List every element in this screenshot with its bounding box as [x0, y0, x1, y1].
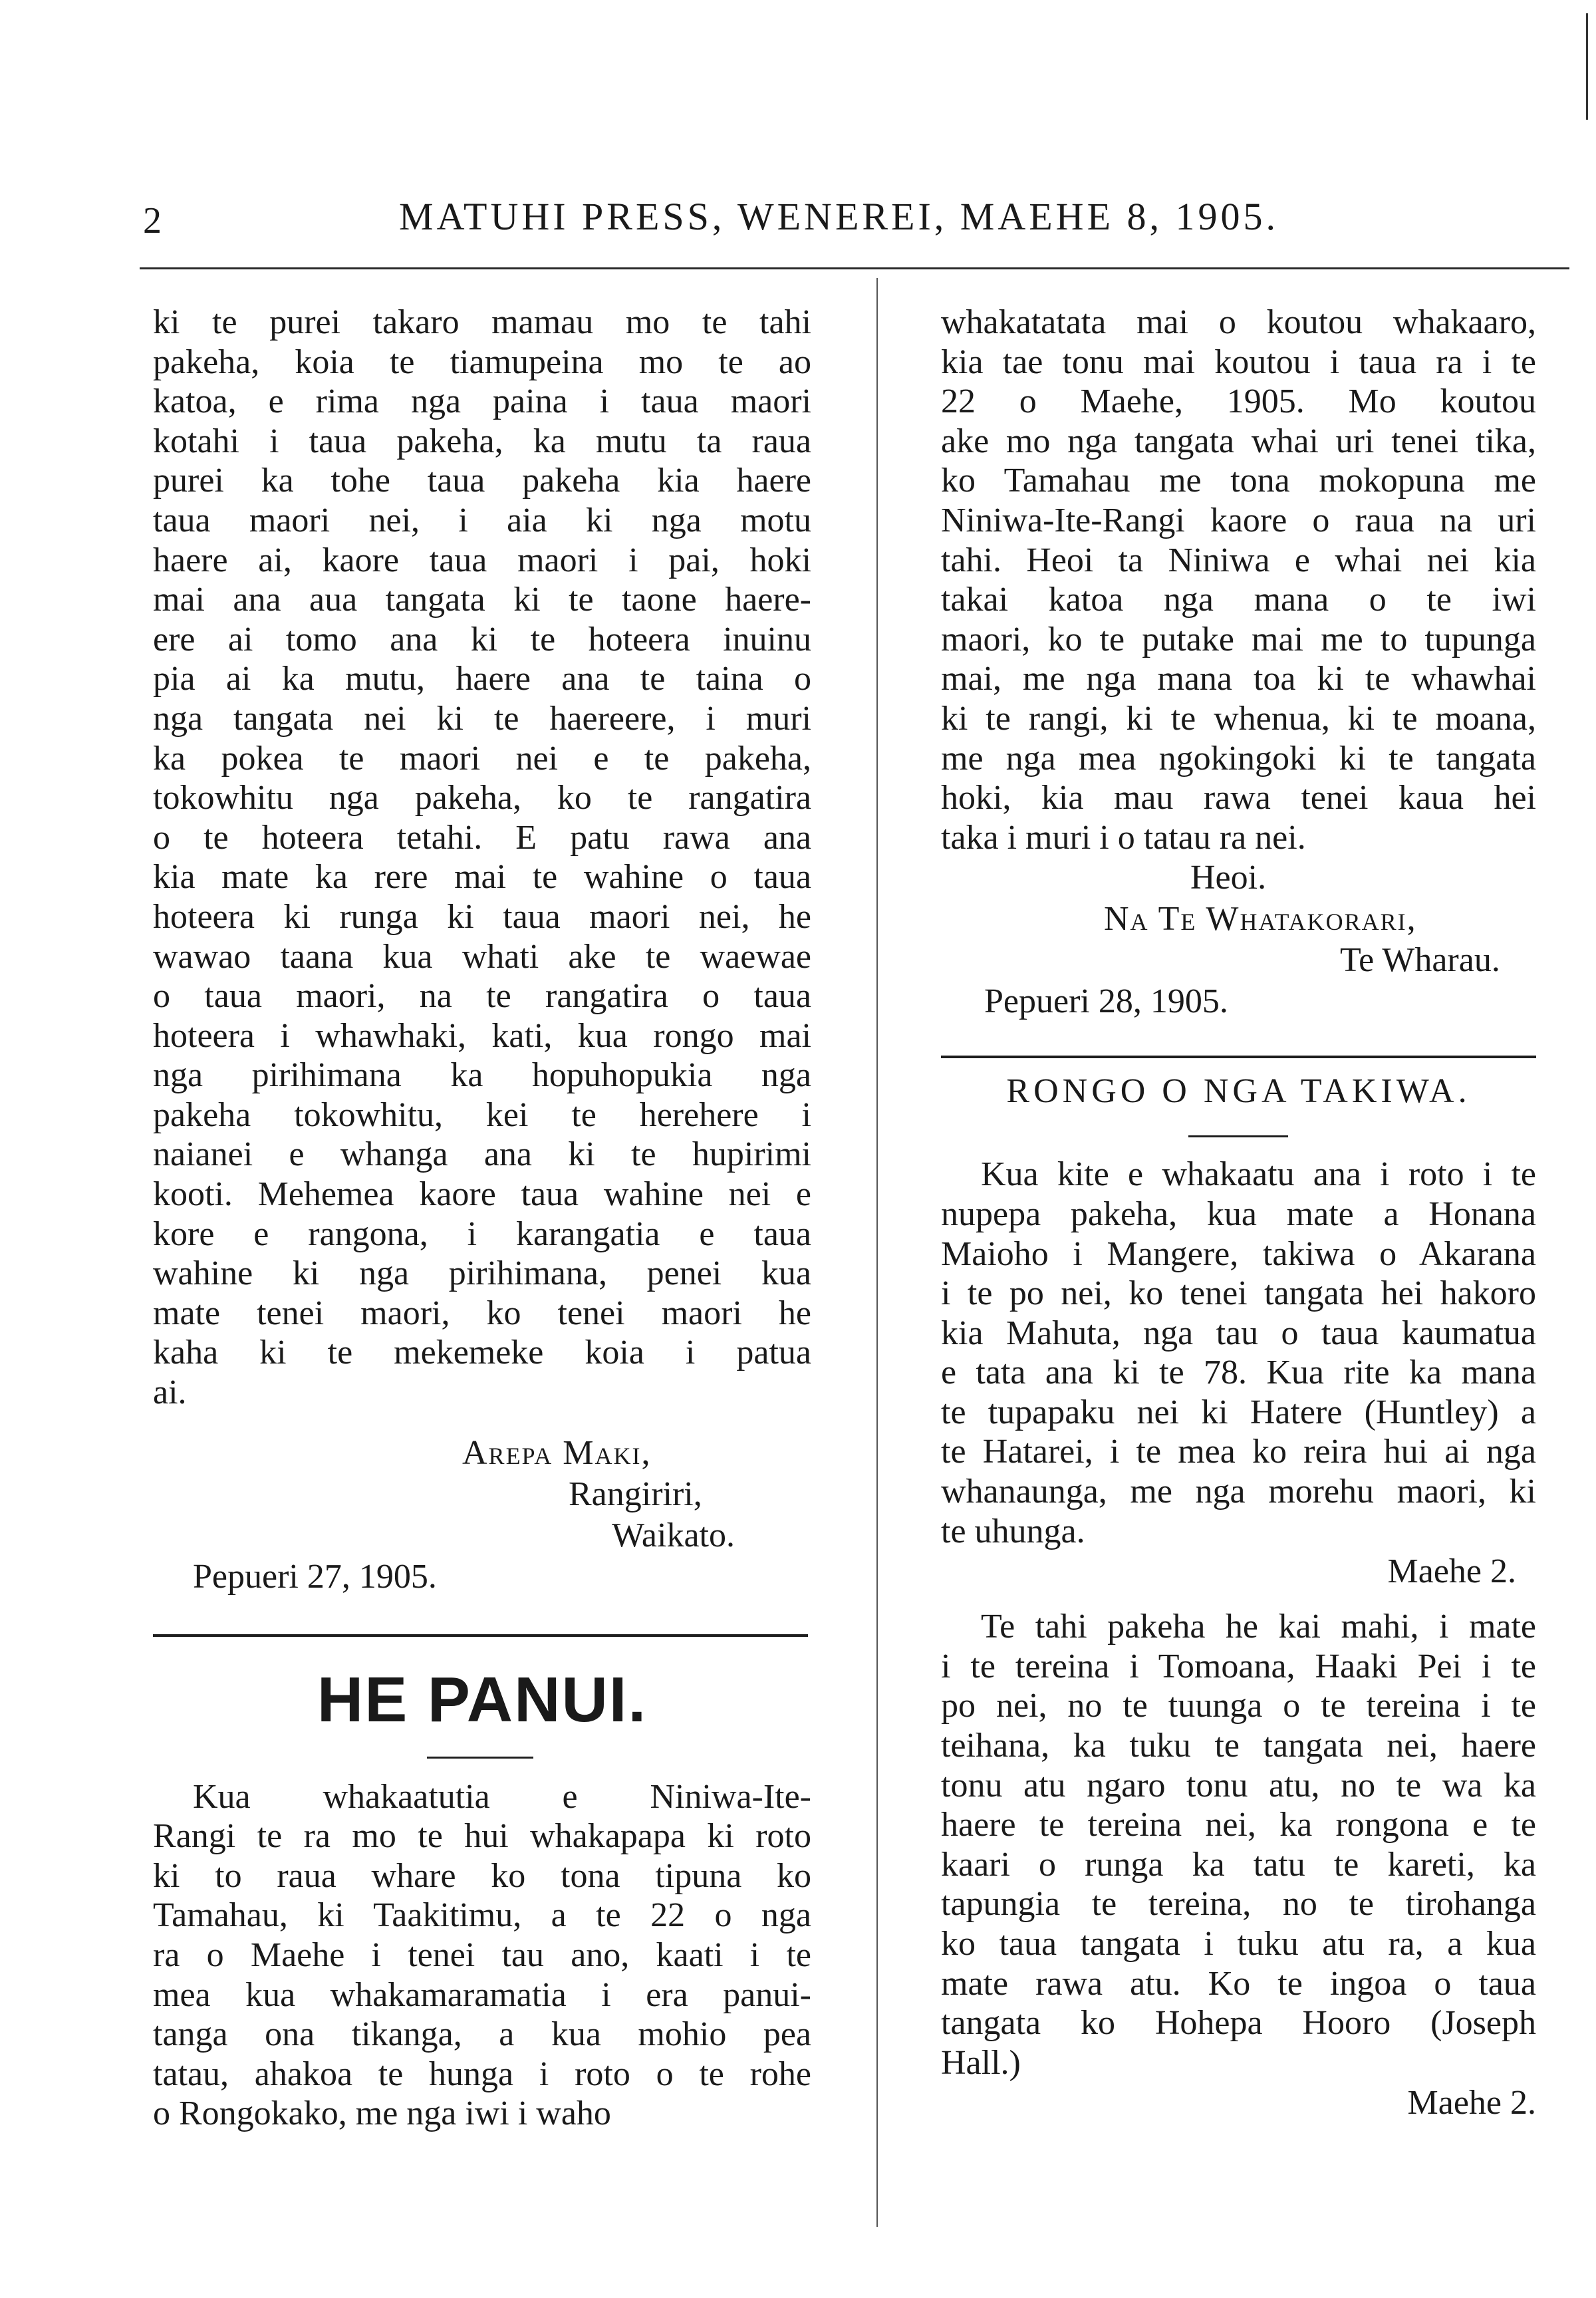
masthead: MATUHI PRESS, WENEREI, MAEHE 8, 1905.: [399, 195, 1279, 238]
text-line: taka i muri i o tatau ra nei.: [941, 818, 1306, 857]
header-rule: [140, 267, 1569, 269]
text-line: kia mate ka rere mai te wahine o taua: [153, 858, 811, 897]
left-column: [153, 303, 811, 2134]
text-line: purei ka tohe taua pakeha kia haere: [153, 462, 811, 500]
news-item-date: Maehe 2.: [1387, 1552, 1516, 1591]
text-line: mate rawa atu. Ko te ingoa o taua: [941, 1964, 1536, 2003]
news-heading: RONGO O NGA TAKIWA.: [1006, 1072, 1471, 1111]
text-line: pia ai ka mutu, haere ana te taina o: [153, 660, 811, 698]
notice-heading: HE PANUI.: [317, 1663, 648, 1735]
column-divider: [876, 278, 878, 2227]
text-line: i te po nei, ko tenei tangata hei hakoro: [941, 1274, 1536, 1313]
page-number: 2: [143, 200, 162, 241]
letter-signature-name: Arepa Maki,: [462, 1433, 652, 1472]
text-line: kia tae tonu mai koutou i taua ra i te: [941, 343, 1536, 381]
letter-date: Pepueri 27, 1905.: [193, 1557, 437, 1596]
text-line: mai ana aua tangata ki te taone haere-: [153, 581, 811, 619]
text-line: ki te purei takaro mamau mo te tahi: [153, 303, 811, 341]
text-line: tokowhitu nga pakeha, ko te rangatira: [153, 779, 811, 817]
text-line: ra o Maehe i tenei tau ano, kaati i te: [153, 1936, 811, 1974]
text-line: Rangi te ra mo te hui whakapapa ki roto: [153, 1817, 811, 1856]
text-line: ere ai tomo ana ki te hoteera inuinu: [153, 620, 811, 658]
text-line: naianei e whanga ana ki te hupirimi: [153, 1135, 811, 1174]
notice-signature-name: Na Te Whatakorari,: [1104, 900, 1417, 938]
text-line: Kua kite e whakaatu ana i roto i te: [981, 1155, 1536, 1194]
text-line: maori, ko te putake mai me to tupunga: [941, 620, 1536, 658]
text-line: ki te rangi, ki te whenua, ki te moana,: [941, 699, 1536, 738]
text-line: whanaunga, me nga morehu maori, ki: [941, 1473, 1536, 1511]
text-line: tonu atu ngaro tonu atu, no te wa ka: [941, 1766, 1536, 1804]
text-line: taua maori nei, i aia ki nga motu: [153, 501, 811, 539]
text-line: po nei, no te tuunga o te tereina i te: [941, 1687, 1536, 1725]
text-line: takai katoa nga mana o te iwi: [941, 581, 1536, 619]
text-line: haere ai, kaore taua maori i pai, hoki: [153, 541, 811, 579]
text-line: hoteera i whawhaki, kati, kua rongo mai: [153, 1016, 811, 1055]
text-line: kaari o runga ka tatu te kareti, ka: [941, 1845, 1536, 1884]
text-line: Hall.): [941, 2043, 1021, 2082]
text-line: hoki, kia mau rawa tenei kaua hei: [941, 779, 1536, 817]
text-line: tanga ona tikanga, a kua mohio pea: [153, 2015, 811, 2054]
text-line: mate tenei maori, ko tenei maori he: [153, 1294, 811, 1332]
notice-body: [153, 1777, 811, 2134]
text-line: me nga mea ngokingoki ki te tangata: [941, 739, 1536, 778]
text-line: wahine ki nga pirihimana, penei kua: [153, 1254, 811, 1293]
text-line: mai, me nga mana toa ki te whawhai: [941, 660, 1536, 698]
text-line: ko Tamahau me tona mokopuna me: [941, 462, 1536, 500]
text-line: ake mo nga tangata whai uri tenei tika,: [941, 422, 1536, 460]
text-line: tahi. Heoi ta Niniwa e whai nei kia: [941, 541, 1536, 579]
text-line: ka pokea te maori nei e te pakeha,: [153, 739, 811, 778]
text-line: nga tangata nei ki te haereere, i muri: [153, 699, 811, 738]
text-line: kotahi i taua pakeha, ka mutu ta raua: [153, 422, 811, 460]
text-line: kooti. Mehemea kaore taua wahine nei e: [153, 1175, 811, 1214]
right-column: [941, 303, 1536, 2124]
text-line: o te hoteera tetahi. E patu rawa ana: [153, 818, 811, 857]
text-line: mea kua whakamaramatia i era panui-: [153, 1975, 811, 2014]
text-line: kaha ki te mekemeke koia i patua: [153, 1334, 811, 1372]
text-line: ai.: [153, 1373, 187, 1412]
notice-closing: Heoi.: [1190, 859, 1267, 897]
text-line: Kua whakaatutia e Niniwa-Ite-: [193, 1777, 811, 1816]
text-line: pakeha tokowhitu, kei te herehere i: [153, 1095, 811, 1134]
text-line: Maioho i Mangere, takiwa o Akarana: [941, 1234, 1536, 1273]
notice-date: Pepueri 28, 1905.: [984, 982, 1228, 1021]
text-line: 22 o Maehe, 1905. Mo koutou: [941, 382, 1536, 421]
text-line: Niniwa-Ite-Rangi kaore o raua na uri: [941, 501, 1536, 539]
news-item: [941, 1155, 1536, 1551]
text-line: te Hatarei, i te mea ko reira hui ai nga: [941, 1433, 1536, 1471]
notice-continued: [941, 303, 1536, 857]
letter-signature-region: Waikato.: [612, 1516, 735, 1554]
text-line: tangata ko Hohepa Hooro (Joseph: [941, 2004, 1536, 2043]
text-line: nupepa pakeha, kua mate a Honana: [941, 1195, 1536, 1233]
notice-signature-title: Te Wharau.: [1340, 941, 1500, 980]
text-line: o Rongokako, me nga iwi i waho: [153, 2094, 611, 2133]
text-line: Tamahau, ki Taakitimu, a te 22 o nga: [153, 1896, 811, 1935]
scan-edge-mark: [1586, 13, 1588, 120]
text-line: ki to raua whare ko tona tipuna ko: [153, 1856, 811, 1895]
text-line: wawao taana kua whati ake te waewae: [153, 937, 811, 976]
text-line: katoa, e rima nga paina i taua maori: [153, 382, 811, 421]
text-line: ko taua tangata i tuku atu ra, a kua: [941, 1925, 1536, 1963]
text-line: haere te tereina nei, ka rongona e te: [941, 1806, 1536, 1844]
text-line: o taua maori, na te rangatira o taua: [153, 977, 811, 1016]
text-line: i te tereina i Tomoana, Haaki Pei i te: [941, 1647, 1536, 1685]
text-line: Te tahi pakeha he kai mahi, i mate: [981, 1608, 1536, 1646]
letter-body: [153, 303, 811, 1413]
text-line: tatau, ahakoa te hunga i roto o te rohe: [153, 2055, 811, 2093]
text-line: e tata ana ki te 78. Kua rite ka mana: [941, 1354, 1536, 1392]
text-line: pakeha, koia te tiamupeina mo te ao: [153, 343, 811, 381]
news-item-date: Maehe 2.: [1407, 2084, 1536, 2122]
text-line: whakatatata mai o koutou whakaaro,: [941, 303, 1536, 341]
text-line: nga pirihimana ka hopuhopukia nga: [153, 1056, 811, 1095]
text-line: hoteera ki runga ki taua maori nei, he: [153, 897, 811, 936]
text-line: te tupapaku nei ki Hatere (Huntley) a: [941, 1393, 1536, 1431]
text-line: tapungia te tereina, no te tirohanga: [941, 1885, 1536, 1924]
text-line: kore e rangona, i karangatia e taua: [153, 1215, 811, 1253]
news-item: [941, 1607, 1536, 2083]
text-line: teihana, ka tuku te tangata nei, haere: [941, 1727, 1536, 1765]
text-line: kia Mahuta, nga tau o taua kaumatua: [941, 1314, 1536, 1352]
text-line: te uhunga.: [941, 1512, 1085, 1550]
letter-signature-place: Rangiriri,: [569, 1475, 702, 1513]
